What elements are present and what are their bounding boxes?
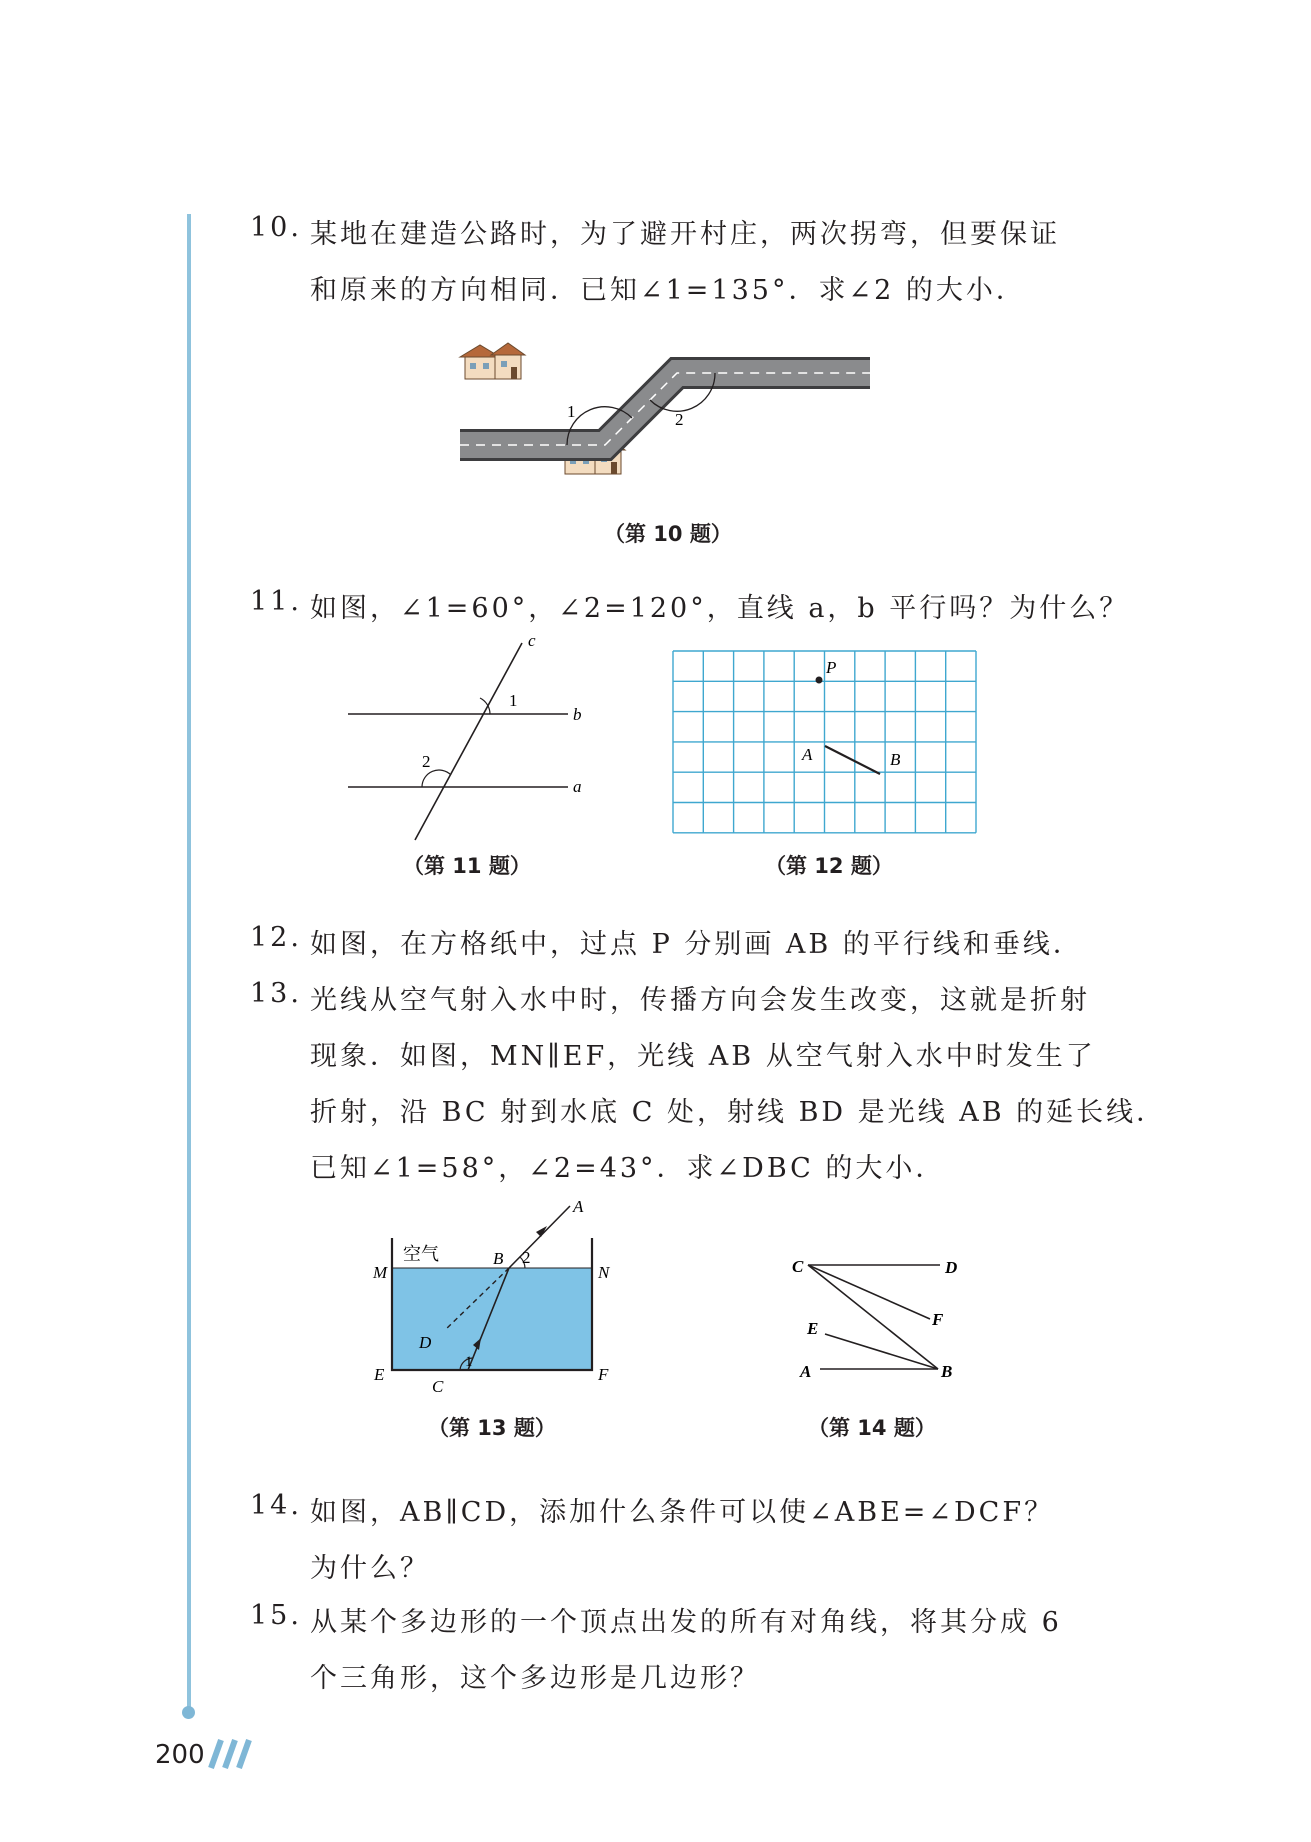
angle-2-label: 2 xyxy=(522,1248,531,1267)
question-line: 光线从空气射入水中时，传播方向会发生改变，这就是折射 xyxy=(310,985,1090,1016)
figure-12-caption: （第 12 题） xyxy=(765,854,893,878)
question-number: 13. xyxy=(250,978,302,1009)
question-line: 从某个多边形的一个顶点出发的所有对角线，将其分成 6 xyxy=(310,1607,1062,1638)
point-F-label: F xyxy=(932,1310,944,1329)
figure-12-grid xyxy=(672,650,977,836)
line-a-label: a xyxy=(573,777,582,796)
figure-10-road xyxy=(455,345,875,480)
point-B-label: B xyxy=(941,1362,953,1381)
point-C-label: C xyxy=(792,1257,804,1276)
figure-13-refraction xyxy=(365,1197,625,1400)
question-line: 折射，沿 BC 射到水底 C 处，射线 BD 是光线 AB 的延长线． xyxy=(310,1097,1167,1128)
question-line: 如图，AB∥CD，添加什么条件可以使∠ABE=∠DCF？ xyxy=(310,1497,1055,1528)
point-M-label: M xyxy=(373,1263,388,1282)
question-line: 某地在建造公路时，为了避开村庄，两次拐弯，但要保证 xyxy=(310,219,1060,250)
point-D-label: D xyxy=(419,1333,432,1352)
point-D-label: D xyxy=(945,1258,958,1277)
point-B-label: B xyxy=(890,750,901,769)
point-A-label: A xyxy=(573,1197,584,1216)
angle-1-label: 1 xyxy=(465,1354,473,1370)
house-icon xyxy=(460,343,525,379)
question-number: 12. xyxy=(250,922,302,953)
figure-13-caption: （第 13 题） xyxy=(428,1416,556,1440)
line-b-label: b xyxy=(573,705,582,724)
point-C-label: C xyxy=(432,1377,444,1396)
figure-14-caption: （第 14 题） xyxy=(808,1416,936,1440)
question-number: 14. xyxy=(250,1490,302,1521)
point-B-label: B xyxy=(493,1249,504,1268)
question-number: 15. xyxy=(250,1600,302,1631)
point-P-label: P xyxy=(826,658,837,677)
air-label: 空气 xyxy=(403,1244,439,1265)
angle-2-label: 2 xyxy=(675,410,684,429)
figure-10-caption: （第 10 题） xyxy=(604,522,732,546)
point-E-label: E xyxy=(374,1365,385,1384)
question-number: 10. xyxy=(250,212,302,243)
question-line: 如图，∠1=60°，∠2=120°，直线 a，b 平行吗？为什么？ xyxy=(310,593,1130,624)
point-E-label: E xyxy=(807,1319,819,1338)
margin-line xyxy=(187,214,191,1714)
line-c-label: c xyxy=(528,631,536,650)
point-A-label: A xyxy=(800,1362,812,1381)
question-line: 个三角形，这个多边形是几边形？ xyxy=(310,1663,760,1694)
question-line: 为什么？ xyxy=(310,1553,430,1584)
question-line: 和原来的方向相同．已知∠1=135°．求∠2 的大小． xyxy=(310,275,1026,306)
angle-1-label: 1 xyxy=(567,402,576,421)
question-number: 11. xyxy=(250,586,302,617)
angle-2-label: 2 xyxy=(422,752,431,771)
margin-dot xyxy=(182,1706,195,1719)
angle-1-label: 1 xyxy=(509,691,518,710)
point-A-label: A xyxy=(802,745,813,764)
page-slashes-decoration xyxy=(207,1738,257,1772)
figure-11-caption: （第 11 题） xyxy=(403,854,531,878)
figure-14-lines xyxy=(780,1245,970,1385)
question-line: 已知∠1=58°，∠2=43°．求∠DBC 的大小． xyxy=(310,1153,946,1184)
figure-11-lines xyxy=(340,631,600,840)
question-line: 如图，在方格纸中，过点 P 分别画 AB 的平行线和垂线． xyxy=(310,929,1083,960)
point-N-label: N xyxy=(598,1263,610,1282)
question-line: 现象．如图，MN∥EF，光线 AB 从空气射入水中时发生了 xyxy=(310,1041,1096,1072)
page-number: 200 xyxy=(155,1740,205,1770)
point-F-label: F xyxy=(598,1365,609,1384)
